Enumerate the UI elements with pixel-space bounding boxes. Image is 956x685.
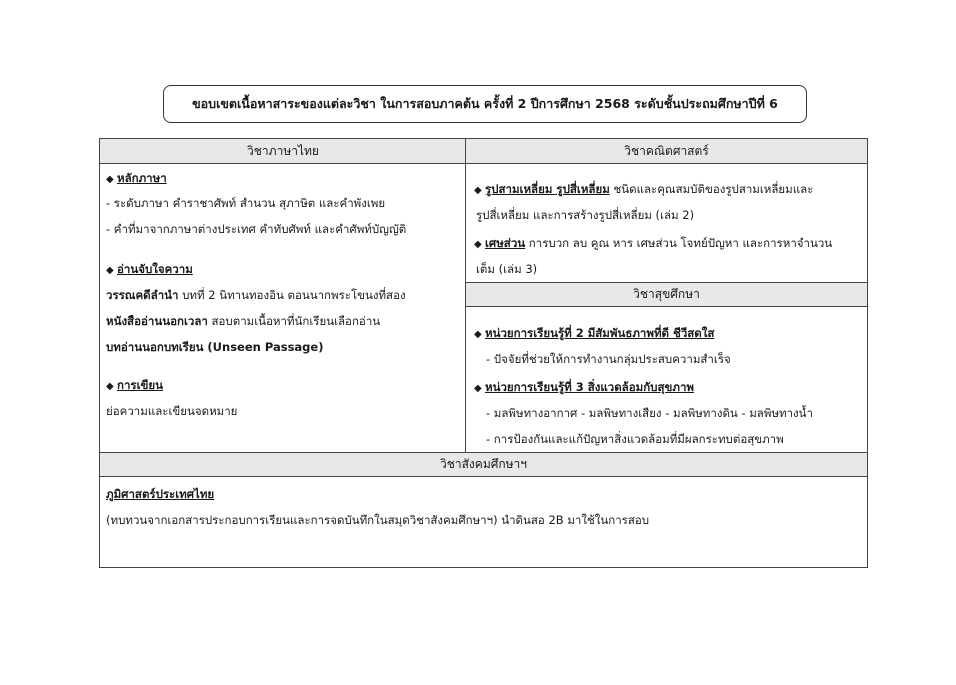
document-title: ขอบเขตเนื้อหาสาระของแต่ละวิชา ในการสอบภาคต้น ครั้งที่ 2 ปีการศึกษา 2568 ระดับชั้นประถมศึกษาปีที่ 6 (163, 85, 807, 123)
diamond-bullet-icon: ◆ (474, 383, 482, 394)
math-item-fractions (474, 235, 832, 253)
diamond-bullet-icon: ◆ (474, 329, 482, 340)
thai-grammar-line-1: - ระดับภาษา คำราชาศัพท์ สำนวน สุภาษิต และคำพังเพย (106, 196, 386, 210)
writing-title: การเขียน (117, 378, 163, 392)
extra-reading-text: สอบตามเนื้อหาที่นักเรียนเลือกอ่าน (207, 314, 381, 328)
thai-reading-line-3: บทอ่านนอกบทเรียน (Unseen Passage) (106, 340, 324, 354)
math-fractions-line-2: เต็ม (เล่ม 3) (476, 262, 538, 276)
thai-section-reading (106, 261, 193, 279)
unit-3-title: หน่วยการเรียนรู้ที่ 3 สิ่งแวดล้อมกับสุขภาพ (485, 380, 694, 394)
thai-writing-line-1: ย่อความและเขียนจดหมาย (106, 404, 238, 418)
literature-label: วรรณคดีลำนำ (106, 288, 179, 302)
social-line-1: (ทบทวนจากเอกสารประกอบการเรียนและการจดบันทึกในสมุดวิชาสังคมศึกษาฯ) นำดินสอ 2B มาใช้ในการสอบ (106, 513, 650, 527)
thai-grammar-line-2: - คำที่มาจากภาษาต่างประเทศ คำทับศัพท์ และคำศัพท์บัญญัติ (106, 222, 407, 236)
diamond-bullet-icon: ◆ (106, 174, 114, 185)
diamond-bullet-icon: ◆ (106, 265, 114, 276)
thai-section-grammar (106, 170, 167, 188)
math-item-shapes (474, 181, 813, 199)
health-unit-3-line-2: - การป้องกันและแก้ปัญหาสิ่งแวดล้อมที่มีผลกระทบต่อสุขภาพ (486, 432, 784, 446)
thai-header-label: วิชาภาษาไทย (247, 143, 319, 158)
fractions-text: การบวก ลบ คูณ หาร เศษส่วน โจทย์ปัญหา และการหาจำนวน (525, 236, 833, 250)
health-unit-2-line-1: - ปัจจัยที่ช่วยให้การทำงานกลุ่มประสบความสำเร็จ (486, 352, 731, 366)
diamond-bullet-icon: ◆ (106, 381, 114, 392)
health-header (466, 282, 867, 307)
shapes-text: ชนิดและคุณสมบัติของรูปสามเหลี่ยมและ (609, 182, 814, 196)
social-title: ภูมิศาสตร์ประเทศไทย (106, 487, 215, 501)
social-header-label: วิชาสังคมศึกษาฯ (439, 457, 527, 471)
thai-header (100, 139, 466, 164)
reading-title: อ่านจับใจความ (117, 262, 193, 276)
health-unit-3 (474, 379, 694, 397)
thai-reading-line-1 (106, 287, 406, 303)
literature-text: บทที่ 2 นิทานทองอิน ตอนนากพระโขนงที่สอง (178, 288, 406, 302)
thai-section-writing (106, 377, 163, 395)
shapes-title: รูปสามเหลี่ยม รูปสี่เหลี่ยม (485, 182, 610, 196)
health-unit-2 (474, 325, 714, 343)
health-unit-3-line-1: - มลพิษทางอากาศ - มลพิษทางเสียง - มลพิษทางดิน - มลพิษทางน้ำ (486, 406, 813, 420)
health-header-label: วิชาสุขศึกษา (633, 287, 700, 301)
fractions-title: เศษส่วน (485, 236, 526, 250)
grammar-title: หลักภาษา (117, 171, 167, 185)
thai-reading-line-2 (106, 313, 380, 329)
extra-reading-label: หนังสืออ่านนอกเวลา (106, 314, 208, 328)
diamond-bullet-icon: ◆ (474, 185, 482, 196)
unit-2-title: หน่วยการเรียนรู้ที่ 2 มีสัมพันธภาพที่ดี ชีวีสดใส (485, 326, 715, 340)
math-header-label: วิชาคณิตศาสตร์ (624, 143, 709, 158)
math-shapes-line-2: รูปสี่เหลี่ยม และการสร้างรูปสี่เหลี่ยม (เล่ม 2) (476, 208, 695, 222)
diamond-bullet-icon: ◆ (474, 239, 482, 250)
math-header (466, 139, 867, 164)
social-header (100, 452, 867, 477)
syllabus-table (99, 138, 868, 568)
